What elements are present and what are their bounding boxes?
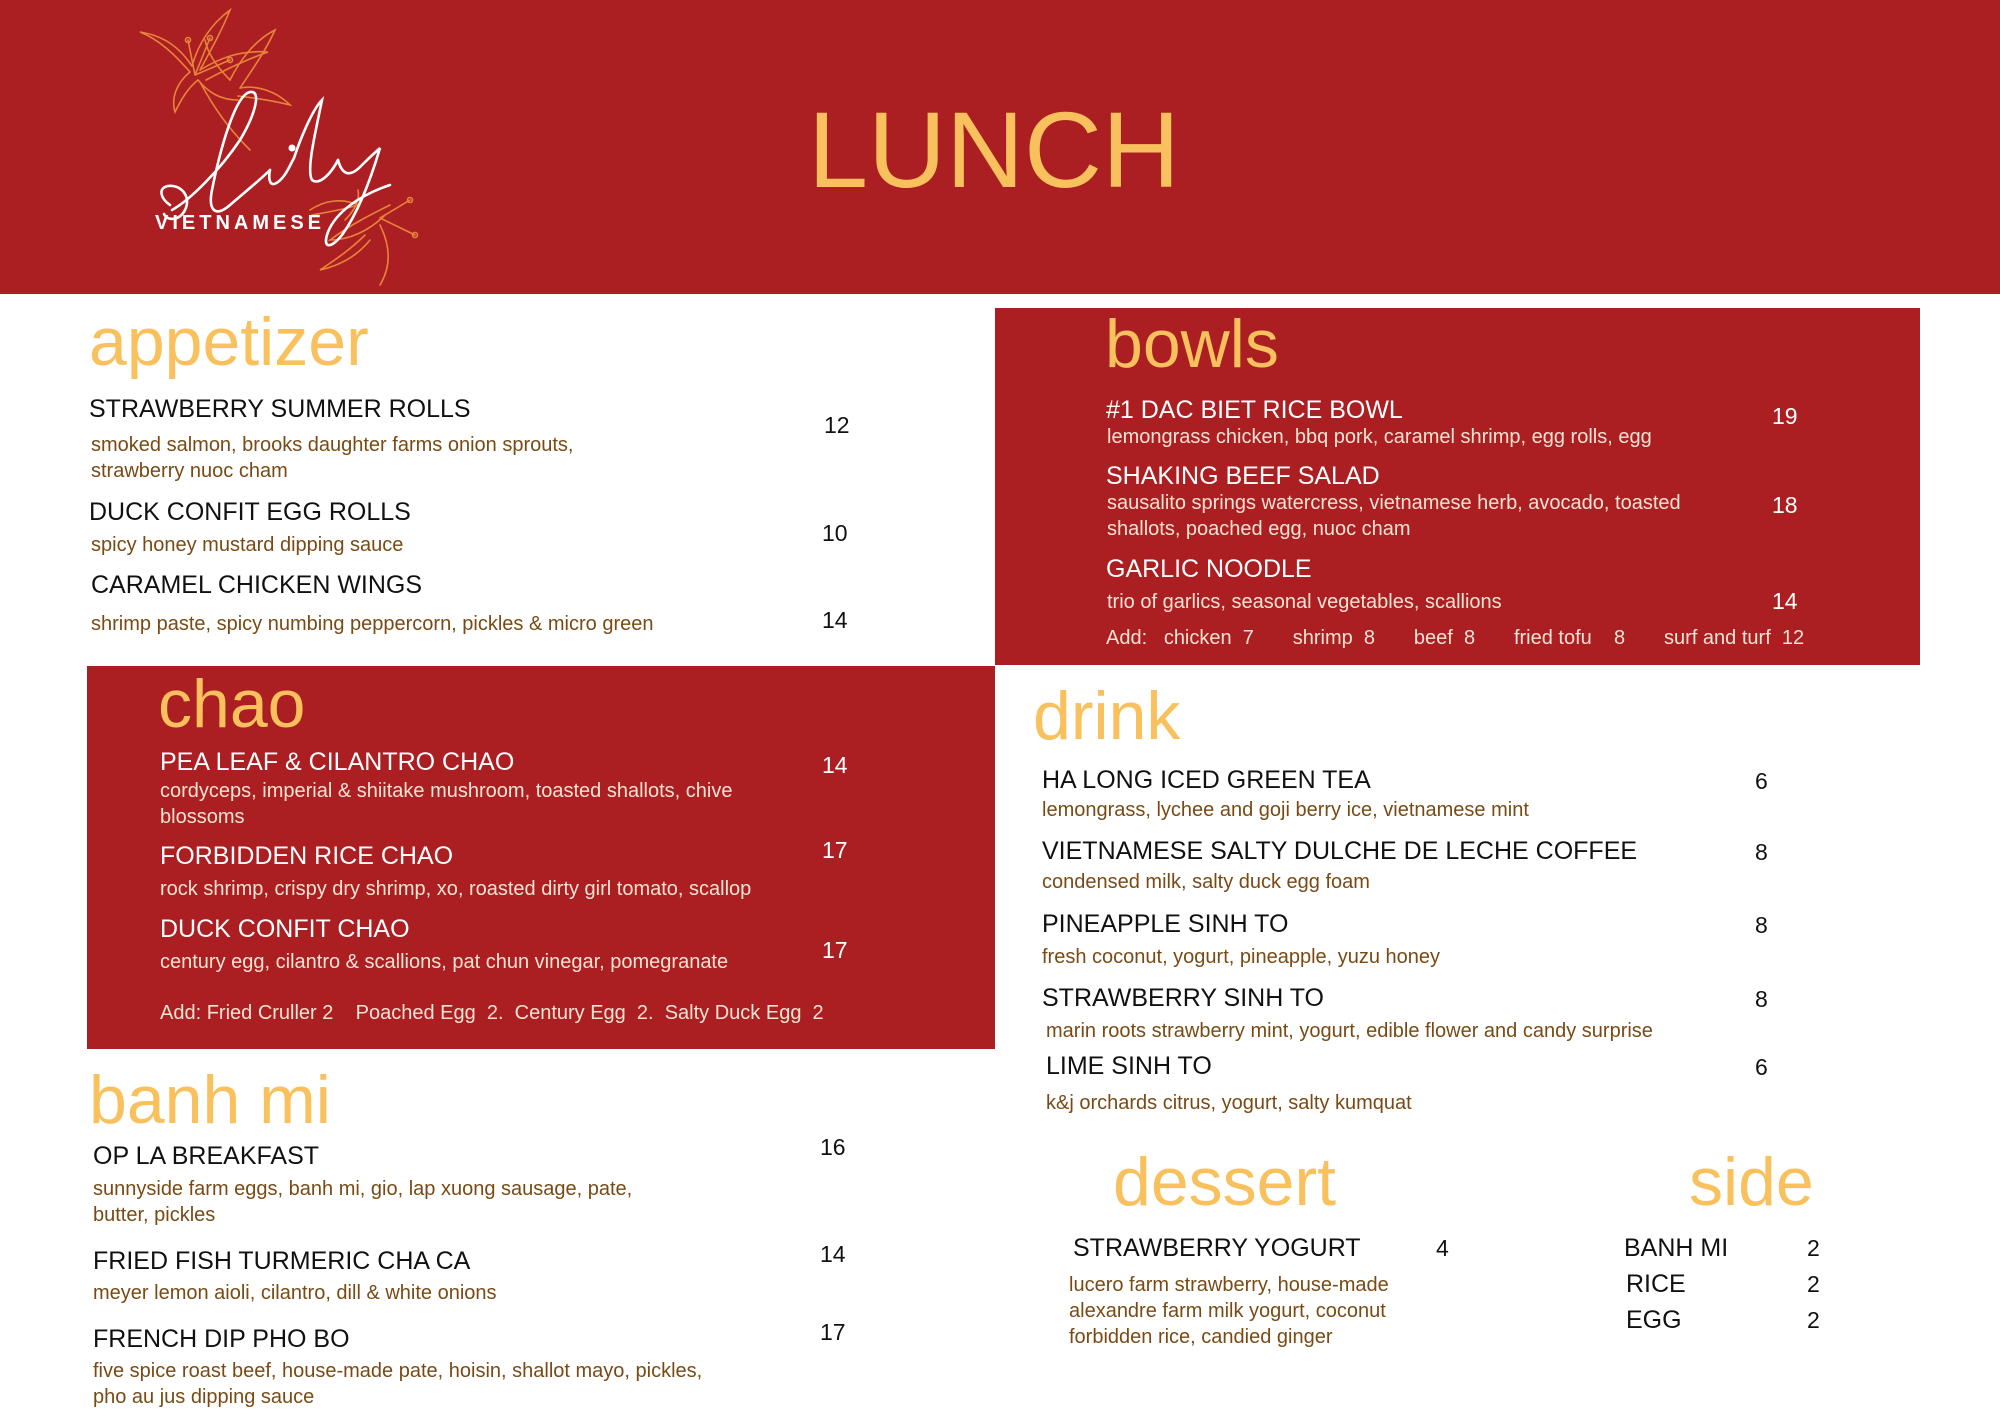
section-title-chao: chao xyxy=(158,666,306,742)
menu-item-name: FRIED FISH TURMERIC CHA CA xyxy=(93,1247,471,1275)
menu-item-desc: sausalito springs watercress, vietnamese herb, avocado, toasted shallots, poached egg, nuoc cham xyxy=(1107,492,1681,540)
menu-item-price: 10 xyxy=(822,520,848,546)
menu-item-name: CARAMEL CHICKEN WINGS xyxy=(91,571,423,599)
section-title-bowls: bowls xyxy=(1105,306,1279,382)
menu-item-price: 4 xyxy=(1436,1235,1449,1261)
page-title: LUNCH xyxy=(807,89,1181,210)
menu-item-price: 6 xyxy=(1755,1054,1768,1080)
menu-item-desc: lucero farm strawberry, house-made alexandre farm milk yogurt, coconut forbidden rice, candied ginger xyxy=(1069,1274,1389,1348)
menu-item-name: #1 DAC BIET RICE BOWL xyxy=(1106,396,1403,424)
menu-item-name: OP LA BREAKFAST xyxy=(93,1142,320,1170)
section-title-appetizer: appetizer xyxy=(89,304,369,380)
menu-item-desc: cordyceps, imperial & shiitake mushroom, toasted shallots, chive blossoms xyxy=(160,780,733,828)
menu-item-name: DUCK CONFIT EGG ROLLS xyxy=(89,498,411,526)
menu-item-name: PINEAPPLE SINH TO xyxy=(1042,910,1289,938)
menu-item-name: STRAWBERRY YOGURT xyxy=(1073,1234,1361,1262)
menu-item-name: LIME SINH TO xyxy=(1046,1052,1212,1080)
section-title-banh-mi: banh mi xyxy=(89,1062,331,1138)
logo-subtitle: VIETNAMESE xyxy=(155,212,326,234)
menu-item-price: 14 xyxy=(822,752,848,778)
menu-item-price: 6 xyxy=(1755,768,1768,794)
menu-item-desc: marin roots strawberry mint, yogurt, edible flower and candy surprise xyxy=(1046,1020,1653,1042)
menu-item-price: 14 xyxy=(822,607,848,633)
section-title-dessert: dessert xyxy=(1113,1144,1336,1220)
menu-item-price: 8 xyxy=(1755,839,1768,865)
menu-item-name: SHAKING BEEF SALAD xyxy=(1106,462,1380,490)
menu-item-price: 17 xyxy=(820,1319,846,1345)
menu-item-price: 2 xyxy=(1807,1307,1820,1333)
menu-item-name: VIETNAMESE SALTY DULCHE DE LECHE COFFEE xyxy=(1042,837,1638,865)
menu-item-price: 8 xyxy=(1755,986,1768,1012)
menu-item-price: 2 xyxy=(1807,1271,1820,1297)
menu-item-price: 2 xyxy=(1807,1235,1820,1261)
menu-item-name: FRENCH DIP PHO BO xyxy=(93,1325,350,1353)
menu-item-name: STRAWBERRY SINH TO xyxy=(1042,984,1325,1012)
menu-item-name: BANH MI xyxy=(1624,1234,1729,1262)
menu-item-price: 18 xyxy=(1772,492,1798,518)
menu-item-price: 14 xyxy=(1772,588,1798,614)
menu-item-desc: condensed milk, salty duck egg foam xyxy=(1042,871,1370,893)
menu-item-price: 8 xyxy=(1755,912,1768,938)
menu-item-price: 17 xyxy=(822,937,848,963)
menu-item-desc: k&j orchards citrus, yogurt, salty kumquat xyxy=(1046,1092,1412,1114)
menu-item-name: EGG xyxy=(1626,1306,1682,1334)
menu-item-price: 17 xyxy=(822,837,848,863)
menu-item-name: STRAWBERRY SUMMER ROLLS xyxy=(89,395,471,423)
menu-item-desc: lemongrass, lychee and goji berry ice, vietnamese mint xyxy=(1042,799,1529,821)
section-title-side: side xyxy=(1689,1144,1814,1220)
menu-item-desc: century egg, cilantro & scallions, pat chun vinegar, pomegranate xyxy=(160,951,729,973)
menu-item-price: 14 xyxy=(820,1241,846,1267)
menu-item-name: PEA LEAF & CILANTRO CHAO xyxy=(160,748,515,776)
chao-add-ons: Add: Fried Cruller 2 Poached Egg 2. Century Egg 2. Salty Duck Egg 2 xyxy=(160,1002,824,1024)
menu-item-price: 16 xyxy=(820,1134,846,1160)
menu-item-desc: five spice roast beef, house-made pate, hoisin, shallot mayo, pickles, pho au jus dipping sauce xyxy=(93,1360,703,1408)
menu-item-desc: rock shrimp, crispy dry shrimp, xo, roasted dirty girl tomato, scallop xyxy=(160,878,752,900)
menu-item-name: HA LONG ICED GREEN TEA xyxy=(1042,766,1371,794)
menu-item-desc: shrimp paste, spicy numbing peppercorn, pickles & micro green xyxy=(91,613,654,635)
menu-item-desc: smoked salmon, brooks daughter farms onion sprouts, strawberry nuoc cham xyxy=(91,434,574,482)
section-title-drink: drink xyxy=(1033,678,1181,754)
menu-item-desc: lemongrass chicken, bbq pork, caramel shrimp, egg rolls, egg xyxy=(1107,426,1652,448)
menu-item-name: DUCK CONFIT CHAO xyxy=(160,915,410,943)
menu-item-price: 12 xyxy=(824,412,850,438)
menu-item-desc: trio of garlics, seasonal vegetables, scallions xyxy=(1107,591,1502,613)
menu-item-desc: spicy honey mustard dipping sauce xyxy=(91,534,404,556)
menu-item-name: FORBIDDEN RICE CHAO xyxy=(160,842,454,870)
menu-item-name: GARLIC NOODLE xyxy=(1106,555,1312,583)
menu-item-desc: sunnyside farm eggs, banh mi, gio, lap xuong sausage, pate, butter, pickles xyxy=(93,1178,633,1226)
menu-item-desc: meyer lemon aioli, cilantro, dill & white onions xyxy=(93,1282,497,1304)
menu-item-name: RICE xyxy=(1626,1270,1686,1298)
bowls-add-ons: Add: chicken 7 shrimp 8 beef 8 fried tofu 8 surf and turf 12 xyxy=(1106,627,1805,649)
menu-item-desc: fresh coconut, yogurt, pineapple, yuzu honey xyxy=(1042,946,1441,968)
menu-item-price: 19 xyxy=(1772,403,1798,429)
